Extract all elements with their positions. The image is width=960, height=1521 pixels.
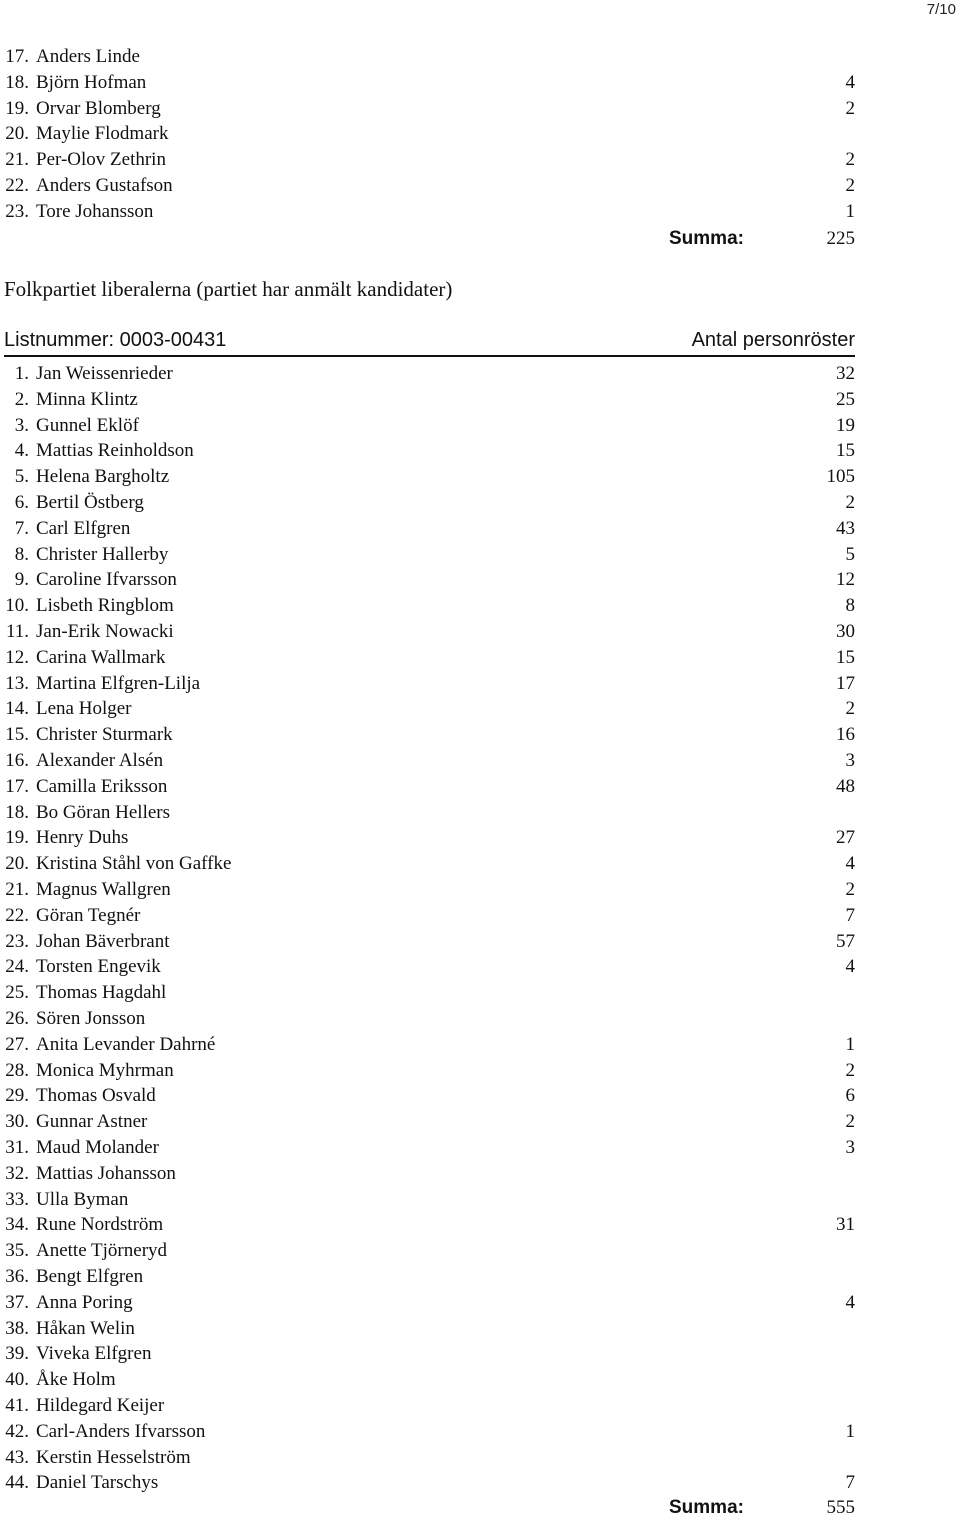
candidate-number: 41. [5,1395,29,1416]
candidate-number: 36. [5,1266,29,1287]
candidate-row [0,173,855,199]
candidate-number: 32. [5,1162,29,1184]
candidate-votes: 2 [845,879,855,900]
candidate-row [0,1393,855,1419]
candidate-number: 20. [5,853,29,875]
candidate-row [0,1264,855,1290]
candidate-name: Björn Hofman [36,71,147,93]
candidate-row [0,722,855,748]
candidate-number: 19. [5,827,29,849]
candidate-name: Alexander Alsén [36,750,164,771]
summa-label: Summa: [669,1497,744,1518]
candidate-number: 5. [14,466,29,488]
candidate-name: Caroline Ifvarsson [36,569,177,591]
candidate-row [0,619,855,645]
candidate-number: 7. [14,517,29,539]
candidate-number: 17. [5,46,29,67]
candidate-name: Per-Olov Zethrin [36,149,166,171]
candidate-number: 16. [5,750,29,771]
candidate-name: Göran Tegnér [36,904,141,926]
candidate-votes: 17 [836,672,855,694]
candidate-votes: 7 [845,1472,855,1494]
candidate-votes: 2 [845,1059,855,1081]
candidate-name: Bengt Elfgren [36,1266,144,1287]
candidate-row [0,44,855,70]
candidate-row [0,1445,855,1471]
candidate-number: 2. [14,388,29,410]
candidate-votes: 6 [845,1085,855,1107]
candidate-number: 21. [5,149,29,171]
candidate-votes: 16 [836,724,855,746]
candidate-name: Anita Levander Dahrné [36,1033,216,1055]
candidate-row [0,70,855,96]
candidate-name: Gunnar Astner [36,1111,148,1133]
candidate-name: Martina Elfgren-Lilja [36,672,201,694]
candidate-votes: 48 [836,775,855,797]
candidate-row [0,929,855,955]
candidate-number: 39. [5,1343,29,1365]
candidate-name: Jan-Erik Nowacki [36,621,174,642]
list-header [4,325,855,357]
candidate-number: 6. [14,492,29,513]
candidate-row [0,800,855,826]
candidate-number: 44. [5,1472,29,1494]
candidate-number: 30. [5,1111,29,1133]
candidate-row [0,1006,855,1032]
candidate-row [0,696,855,722]
candidate-number: 28. [5,1059,29,1081]
candidate-name: Sören Jonsson [36,1008,146,1029]
candidate-name: Carl Elfgren [36,517,131,539]
candidate-number: 40. [5,1369,29,1391]
candidate-number: 33. [5,1188,29,1210]
candidate-number: 13. [5,672,29,694]
candidate-votes: 4 [845,956,855,978]
summa-value: 555 [826,1497,855,1518]
candidate-votes: 2 [845,97,855,119]
candidate-votes: 105 [826,466,855,488]
candidate-name: Carl-Anders Ifvarsson [36,1420,206,1442]
candidate-votes: 15 [836,440,855,462]
party-summa [0,1495,855,1521]
candidate-number: 22. [5,175,29,197]
candidate-name: Maud Molander [36,1137,159,1158]
candidate-row [0,903,855,929]
candidate-row [0,954,855,980]
candidate-number: 8. [14,543,29,565]
page-number: 7/10 [926,1,956,18]
candidate-row [0,748,855,774]
candidate-number: 29. [5,1085,29,1107]
candidate-name: Bo Göran Hellers [36,801,171,823]
candidate-row [0,825,855,851]
candidate-number: 9. [14,569,29,591]
candidate-row [0,593,855,619]
candidate-name: Christer Hallerby [36,543,169,565]
candidate-name: Jan Weissenrieder [36,363,173,384]
candidate-number: 19. [5,97,29,119]
candidate-name: Thomas Hagdahl [36,982,167,1004]
candidate-name: Mattias Reinholdson [36,440,194,462]
candidate-row [0,851,855,877]
candidate-row [0,516,855,542]
list-number-label: Listnummer: 0003-00431 [4,329,227,351]
candidate-name: Camilla Eriksson [36,775,168,797]
candidate-votes: 30 [836,621,855,642]
candidate-number: 23. [5,930,29,952]
candidate-row [0,1032,855,1058]
candidate-row [0,1083,855,1109]
candidate-row [0,1341,855,1367]
candidate-number: 24. [5,956,29,978]
candidate-name: Gunnel Eklöf [36,414,139,436]
candidate-name: Åke Holm [36,1369,116,1391]
candidate-row [0,1470,855,1496]
candidate-number: 25. [5,982,29,1004]
candidate-row [0,413,855,439]
candidate-votes: 12 [836,569,855,591]
candidate-number: 17. [5,775,29,797]
candidate-votes: 2 [845,698,855,720]
candidate-row [0,877,855,903]
candidate-name: Anna Poring [36,1291,133,1313]
previous-party-summa [0,226,855,252]
candidate-number: 26. [5,1008,29,1029]
votes-column-header: Antal personröster [691,329,855,351]
candidate-votes: 32 [836,363,855,384]
candidate-votes: 2 [845,149,855,171]
candidate-number: 20. [5,123,29,145]
candidate-name: Håkan Welin [36,1317,135,1339]
candidate-number: 23. [5,200,29,222]
candidate-votes: 2 [845,492,855,513]
candidate-name: Anders Gustafson [36,175,173,197]
candidate-votes: 7 [845,904,855,926]
candidate-row [0,1290,855,1316]
candidate-row [0,542,855,568]
candidate-name: Anette Tjörneryd [36,1240,168,1262]
candidate-votes: 2 [845,1111,855,1133]
candidate-number: 21. [5,879,29,900]
candidate-votes: 4 [845,1291,855,1313]
candidate-row [0,1316,855,1342]
candidate-name: Torsten Engevik [36,956,161,978]
candidate-row [0,387,855,413]
candidate-row [0,1419,855,1445]
candidate-name: Daniel Tarschys [36,1472,159,1494]
candidate-row [0,147,855,173]
candidate-row [0,1109,855,1135]
candidate-votes: 4 [845,71,855,93]
candidate-votes: 19 [836,414,855,436]
candidate-name: Monica Myhrman [36,1059,174,1081]
candidate-votes: 1 [845,1420,855,1442]
candidate-name: Christer Sturmark [36,724,173,746]
candidate-number: 18. [5,71,29,93]
candidate-number: 14. [5,698,29,720]
candidate-name: Kerstin Hesselström [36,1446,191,1468]
candidate-name: Minna Klintz [36,388,138,410]
candidate-number: 4. [14,440,29,462]
candidate-name: Maylie Flodmark [36,123,169,145]
candidate-number: 10. [5,595,29,617]
candidate-row [0,567,855,593]
candidate-name: Lisbeth Ringblom [36,595,174,617]
candidate-votes: 3 [845,1137,855,1158]
candidate-number: 11. [5,621,29,642]
summa-value: 225 [826,228,855,249]
candidate-row [0,1058,855,1084]
candidate-name: Lena Holger [36,698,132,720]
candidate-number: 27. [5,1033,29,1055]
candidate-number: 12. [5,646,29,668]
candidate-number: 37. [5,1291,29,1313]
candidate-row [0,645,855,671]
candidate-name: Bertil Östberg [36,492,144,513]
candidate-votes: 3 [845,750,855,771]
candidate-name: Helena Bargholtz [36,466,170,488]
candidate-name: Carina Wallmark [36,646,166,668]
candidate-row [0,199,855,225]
candidate-votes: 8 [845,595,855,617]
candidate-row [0,96,855,122]
candidate-row [0,361,855,387]
candidate-votes: 4 [845,853,855,875]
candidate-row [0,774,855,800]
candidate-votes: 1 [845,200,855,222]
candidate-row [0,1212,855,1238]
candidate-name: Anders Linde [36,46,140,67]
candidate-row [0,1367,855,1393]
candidate-row [0,1238,855,1264]
candidate-row [0,1161,855,1187]
candidate-name: Rune Nordström [36,1214,164,1236]
candidate-row [0,671,855,697]
candidate-row [0,1187,855,1213]
candidate-votes: 57 [836,930,855,952]
candidate-votes: 5 [845,543,855,565]
candidate-row [0,980,855,1006]
candidate-number: 18. [5,801,29,823]
candidate-number: 3. [14,414,29,436]
candidate-name: Henry Duhs [36,827,129,849]
candidate-row [0,438,855,464]
candidate-number: 34. [5,1214,29,1236]
candidate-name: Magnus Wallgren [36,879,171,900]
candidate-number: 15. [5,724,29,746]
candidate-number: 22. [5,904,29,926]
candidate-row [0,490,855,516]
party-title: Folkpartiet liberalerna (partiet har anmält kandidater) [4,277,453,301]
candidate-number: 31. [5,1137,29,1158]
candidate-name: Hildegard Keijer [36,1395,165,1416]
candidate-votes: 2 [845,175,855,197]
candidate-name: Kristina Ståhl von Gaffke [36,853,232,875]
candidate-votes: 27 [836,827,855,849]
candidate-name: Orvar Blomberg [36,97,161,119]
candidate-votes: 1 [845,1033,855,1055]
candidate-name: Mattias Johansson [36,1162,176,1184]
candidate-number: 43. [5,1446,29,1468]
candidate-number: 38. [5,1317,29,1339]
candidate-number: 1. [14,363,29,384]
candidate-number: 42. [5,1420,29,1442]
candidate-number: 35. [5,1240,29,1262]
candidate-votes: 31 [836,1214,855,1236]
candidate-name: Johan Bäverbrant [36,930,170,952]
summa-label: Summa: [669,228,744,249]
candidate-row [0,1135,855,1161]
candidate-row [0,121,855,147]
candidate-name: Viveka Elfgren [36,1343,152,1365]
candidate-name: Tore Johansson [36,200,154,222]
candidate-votes: 15 [836,646,855,668]
candidate-row [0,464,855,490]
candidate-votes: 25 [836,388,855,410]
candidate-votes: 43 [836,517,855,539]
candidate-name: Thomas Osvald [36,1085,156,1107]
candidate-name: Ulla Byman [36,1188,129,1210]
